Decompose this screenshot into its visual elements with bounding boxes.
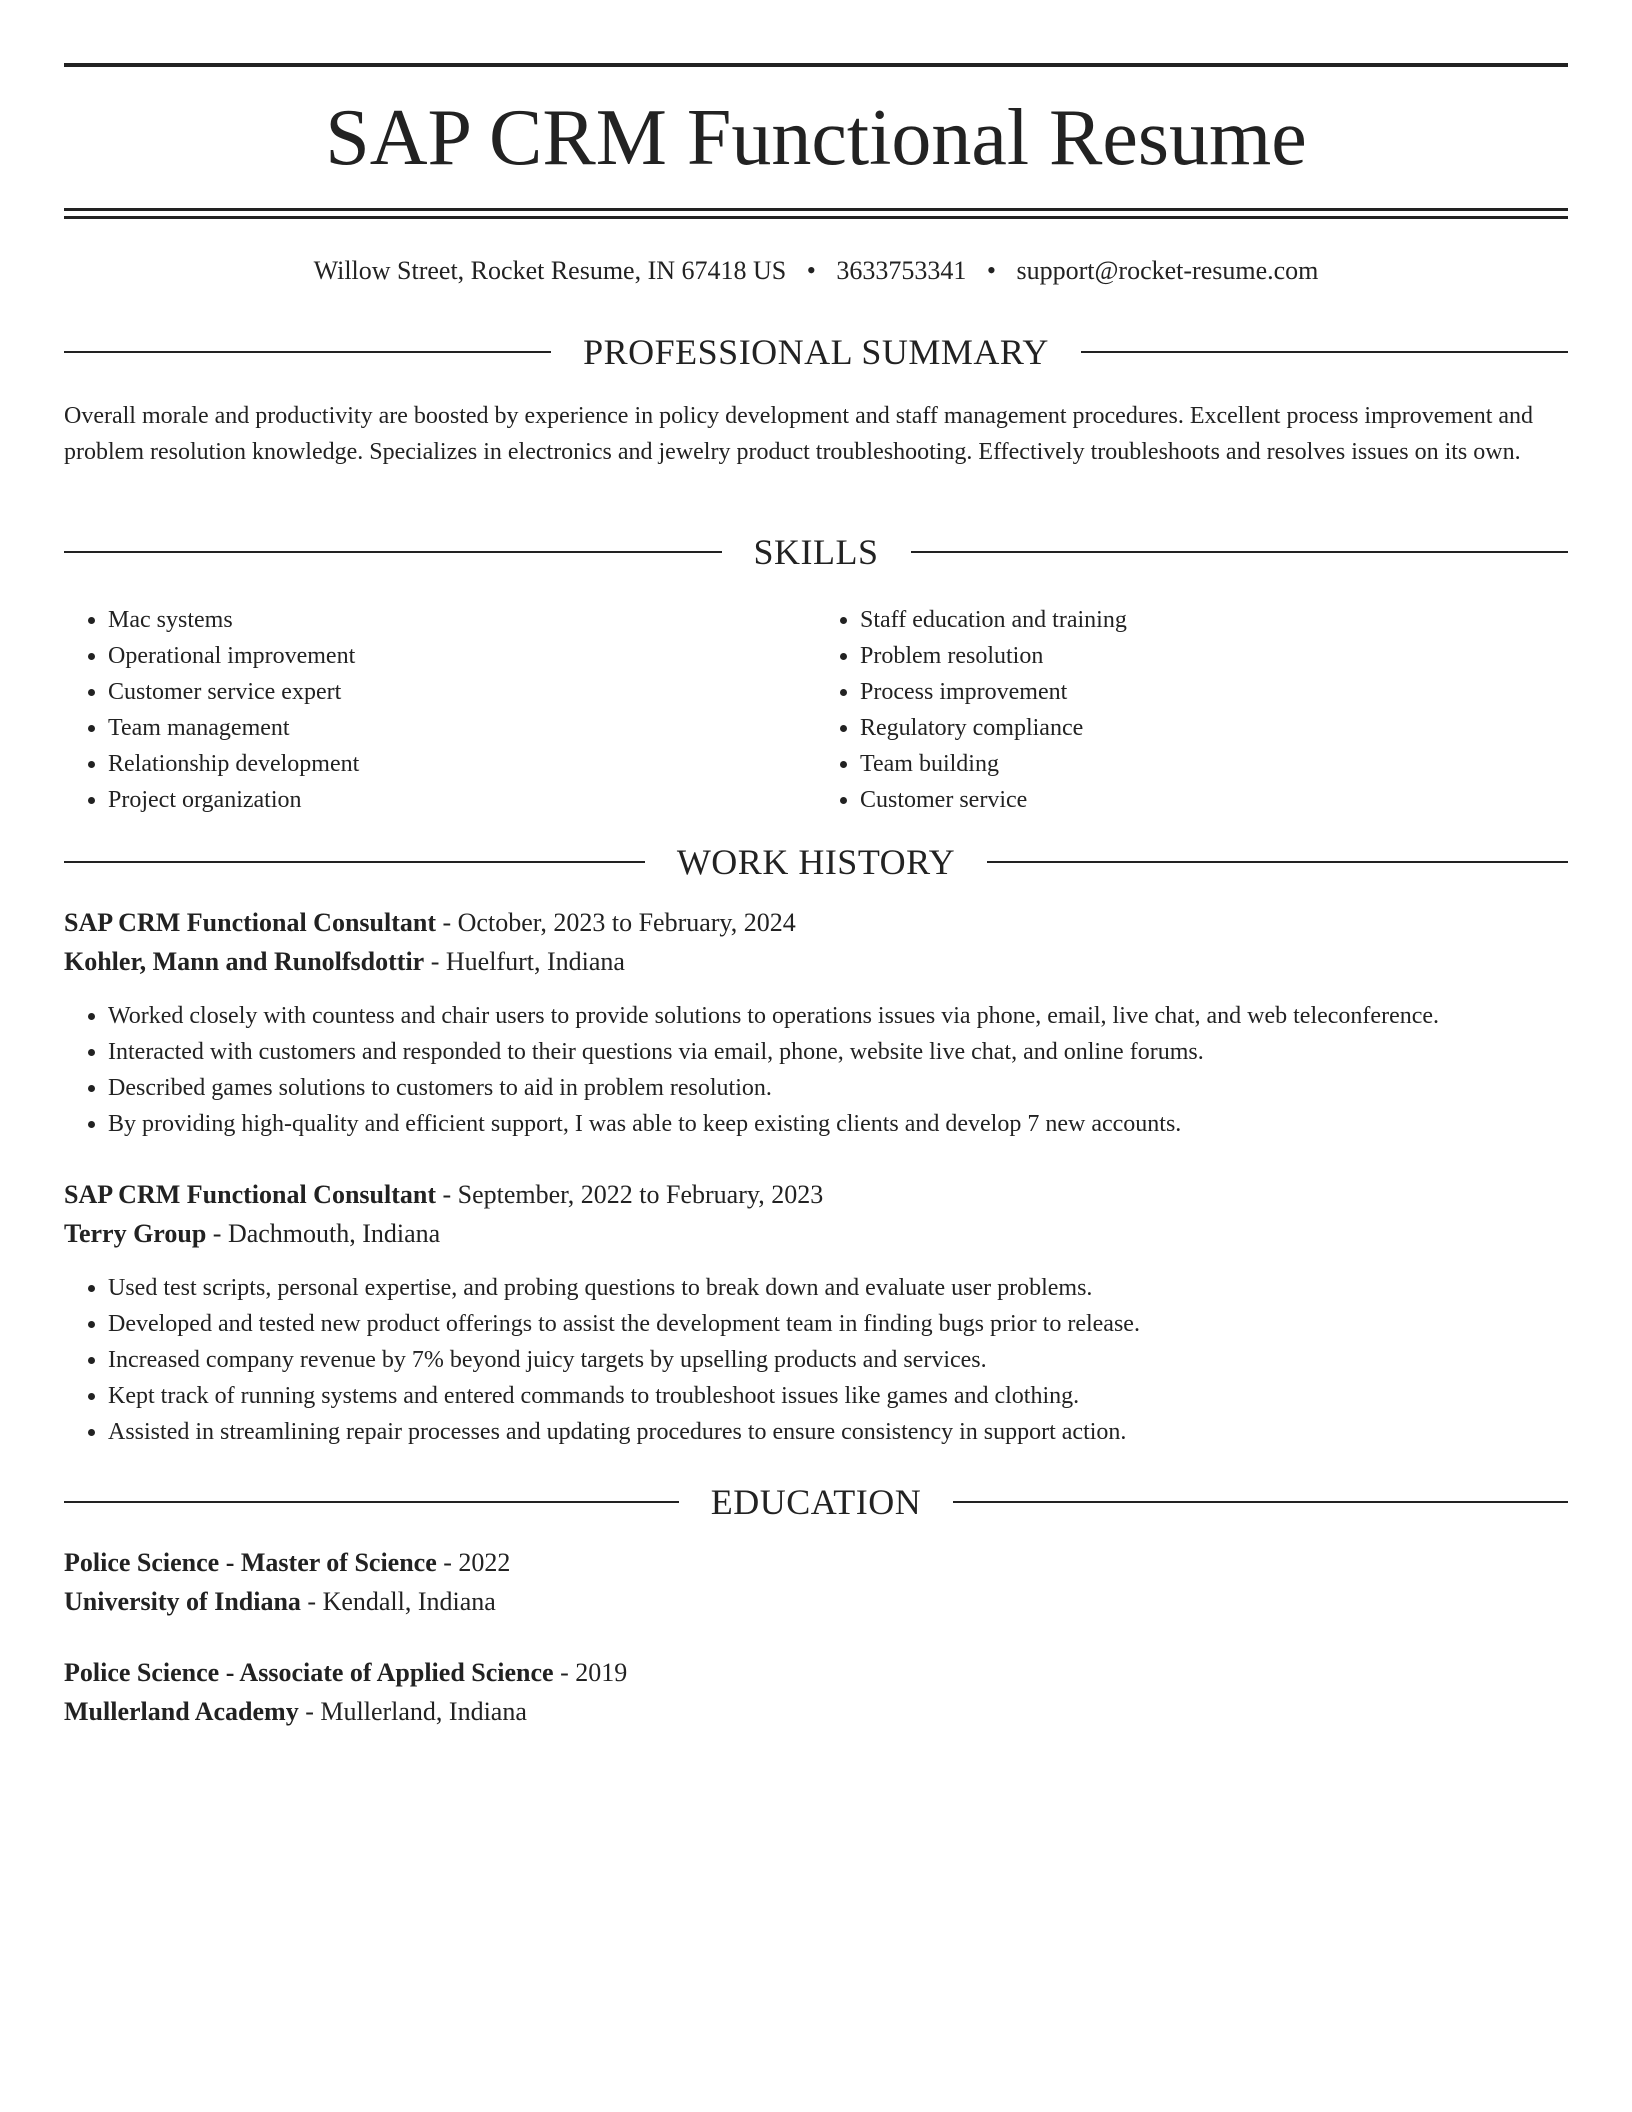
skill-item: • Customer service expert — [108, 674, 816, 710]
degree-name: Police Science - Master of Science — [64, 1548, 437, 1577]
title-rule-lower — [64, 216, 1568, 219]
heading-rule — [64, 861, 645, 863]
job-bullets — [64, 1270, 1568, 1450]
job-title: SAP CRM Functional Consultant — [64, 908, 436, 937]
skill-item: • Mac systems — [108, 602, 816, 638]
contact-email: support@rocket-resume.com — [1016, 256, 1319, 285]
section-title: SKILLS — [753, 532, 879, 572]
title-rule-upper — [64, 208, 1568, 211]
job-bullet: • Used test scripts, personal expertise, and probing questions to break down and evaluate user problems. — [108, 1270, 1568, 1306]
school-name: Mullerland Academy — [64, 1697, 299, 1726]
skill-item: • Team building — [860, 746, 1568, 782]
job-bullet: • Developed and tested new product offerings to assist the development team in finding bugs prior to release. — [108, 1306, 1568, 1342]
skill-item: • Project organization — [108, 782, 816, 818]
skills-column-left — [64, 602, 816, 818]
section-title: EDUCATION — [710, 1482, 922, 1522]
degree-year: - 2019 — [560, 1658, 628, 1687]
skill-item: • Regulatory compliance — [860, 710, 1568, 746]
skill-item: • Process improvement — [860, 674, 1568, 710]
contact-separator: • — [806, 256, 816, 285]
skill-item: • Customer service — [860, 782, 1568, 818]
degree-line — [64, 1544, 1568, 1582]
degree-line — [64, 1654, 1568, 1692]
skill-item: • Operational improvement — [108, 638, 816, 674]
job-dates: - October, 2023 to February, 2024 — [442, 908, 796, 937]
section-heading-skills — [64, 532, 1568, 572]
contact-phone: 3633753341 — [836, 256, 967, 285]
job-company: Terry Group — [64, 1219, 207, 1248]
job-location: - Dachmouth, Indiana — [212, 1219, 441, 1248]
skills-column-right — [816, 602, 1568, 818]
job-title: SAP CRM Functional Consultant — [64, 1180, 436, 1209]
job-bullet: • Increased company revenue by 7% beyond juicy targets by upselling products and services. — [108, 1342, 1568, 1378]
job-title-line — [64, 904, 1568, 942]
contact-line — [64, 254, 1568, 288]
job-bullet: • Assisted in streamlining repair processes and updating procedures to ensure consistency in support action. — [108, 1414, 1568, 1450]
section-title: PROFESSIONAL SUMMARY — [583, 332, 1049, 372]
job-location: - Huelfurt, Indiana — [430, 947, 625, 976]
heading-rule — [64, 551, 722, 553]
heading-rule — [64, 1501, 679, 1503]
section-heading-work — [64, 842, 1568, 882]
job-bullet: • Worked closely with countess and chair users to provide solutions to operations issues via phone, email, live chat, and web teleconference. — [108, 998, 1568, 1034]
skill-item: • Team management — [108, 710, 816, 746]
job-company-line — [64, 1215, 1568, 1253]
school-line — [64, 1583, 1568, 1621]
section-heading-education — [64, 1482, 1568, 1522]
school-line — [64, 1693, 1568, 1731]
job-company: Kohler, Mann and Runolfsdottir — [64, 947, 425, 976]
section-title: WORK HISTORY — [676, 842, 956, 882]
heading-rule — [1081, 351, 1568, 353]
degree-name: Police Science - Associate of Applied Science — [64, 1658, 554, 1687]
school-location: - Mullerland, Indiana — [305, 1697, 527, 1726]
skill-item: • Staff education and training — [860, 602, 1568, 638]
job-dates: - September, 2022 to February, 2023 — [442, 1180, 824, 1209]
top-rule — [64, 63, 1568, 67]
section-heading-summary — [64, 332, 1568, 372]
job-bullet: • Kept track of running systems and entered commands to troubleshoot issues like games and clothing. — [108, 1378, 1568, 1414]
resume-title: SAP CRM Functional Resume — [325, 94, 1307, 182]
school-name: University of Indiana — [64, 1587, 301, 1616]
summary-text: Overall morale and productivity are boosted by experience in policy development and staff management procedures. Excellent process improvement and problem resolution knowledge. Specializes in electronics and jewelry product troubleshooting. Effectively troubleshoots and resolves issues on its own. — [64, 403, 1534, 465]
heading-rule — [953, 1501, 1568, 1503]
skill-item: • Relationship development — [108, 746, 816, 782]
skills-list — [64, 602, 1568, 818]
heading-rule — [911, 551, 1569, 553]
school-location: - Kendall, Indiana — [307, 1587, 496, 1616]
contact-separator: • — [986, 256, 996, 285]
skill-item: • Problem resolution — [860, 638, 1568, 674]
job-title-line — [64, 1176, 1568, 1214]
degree-year: - 2022 — [443, 1548, 511, 1577]
heading-rule — [987, 861, 1568, 863]
job-bullet: • By providing high-quality and efficient support, I was able to keep existing clients and develop 7 new accounts. — [108, 1106, 1568, 1142]
contact-address: Willow Street, Rocket Resume, IN 67418 US — [313, 256, 787, 285]
job-bullets — [64, 998, 1568, 1142]
job-company-line — [64, 943, 1568, 981]
heading-rule — [64, 351, 551, 353]
job-bullet: • Described games solutions to customers to aid in problem resolution. — [108, 1070, 1568, 1106]
job-bullet: • Interacted with customers and responded to their questions via email, phone, website live chat, and online forums. — [108, 1034, 1568, 1070]
